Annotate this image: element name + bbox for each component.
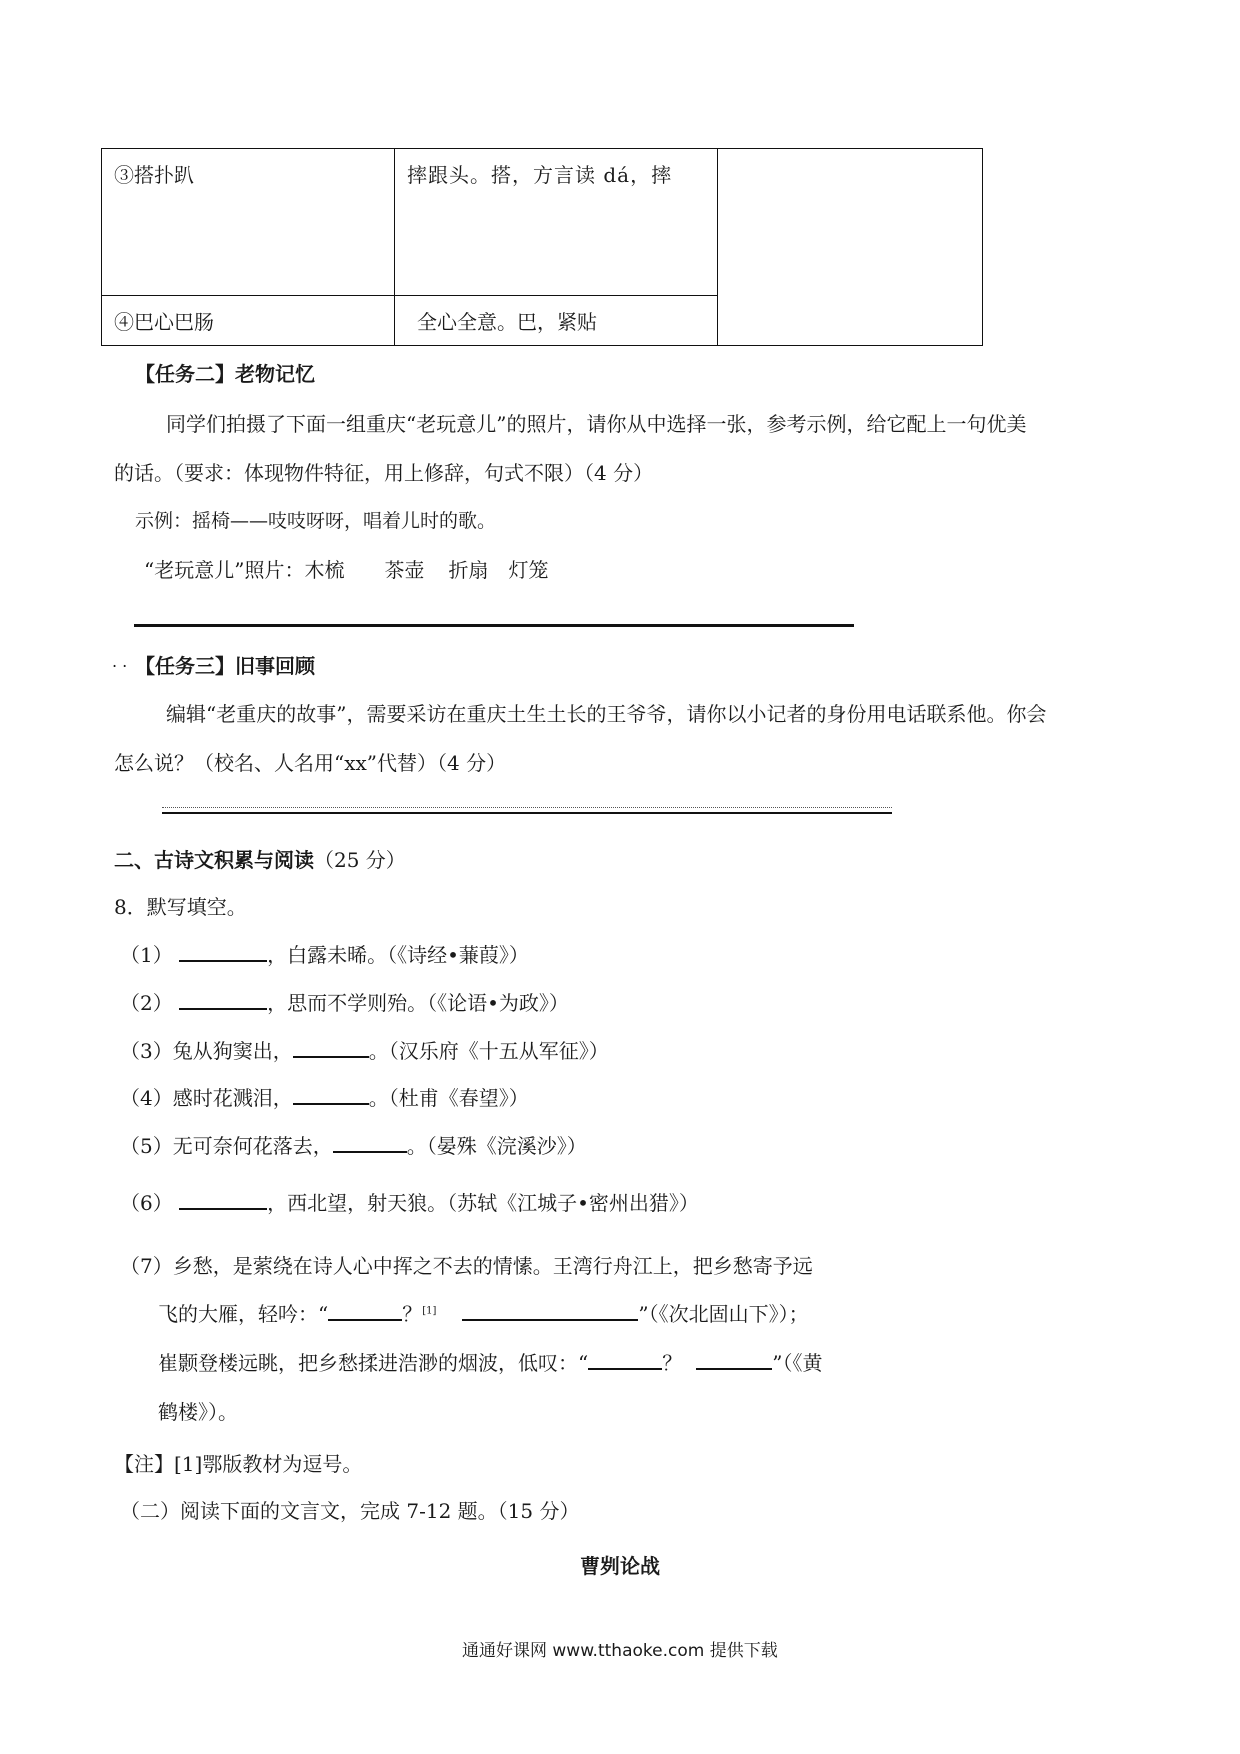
item-text: ，思而不学则殆。（《论语•为政》）	[267, 991, 569, 1015]
blank[interactable]	[179, 942, 267, 962]
task3-prefix: . .	[112, 652, 128, 671]
item-text: 飞的大雁，轻吟：“	[158, 1302, 329, 1326]
section2-heading	[114, 844, 406, 873]
item-number: （5）	[120, 1134, 173, 1158]
footnote: 【注】[1]鄂版教材为逗号。	[114, 1452, 363, 1476]
table-cell-empty	[718, 149, 983, 346]
blank[interactable]	[462, 1301, 638, 1321]
vocab-table	[101, 148, 983, 346]
item-text: ？	[402, 1302, 423, 1326]
photo-item: 折扇	[448, 558, 489, 582]
fill-item-5	[120, 1130, 587, 1159]
item-text: 感时花溅泪，	[172, 1086, 293, 1110]
question-8: 8．默写填空。	[114, 895, 247, 919]
item-text: 兔从狗窦出，	[172, 1039, 293, 1063]
answer-dotted-line	[162, 807, 892, 808]
fill-item-1	[120, 939, 529, 968]
item-text: ，白露未晞。（《诗经•蒹葭》）	[267, 943, 529, 967]
task3-heading: 【任务三】旧事回顾	[135, 654, 315, 678]
photo-item: 灯笼	[508, 558, 549, 582]
task2-photos	[144, 554, 548, 583]
fill-item-7-line2	[158, 1298, 809, 1327]
table-cell-meaning: 摔跟头。搭，方言读 dá，摔	[395, 149, 718, 296]
task2-example: 示例：摇椅——吱吱呀呀，唱着儿时的歌。	[135, 510, 497, 532]
blank[interactable]	[696, 1350, 772, 1370]
item-text: 无可奈何花落去，	[172, 1134, 333, 1158]
fill-item-4	[120, 1082, 529, 1111]
blank[interactable]	[293, 1085, 369, 1105]
fill-item-7-line3	[158, 1347, 822, 1376]
blank[interactable]	[179, 990, 267, 1010]
item-text: ，西北望，射天狼。（苏轼《江城子•密州出猎》）	[267, 1191, 699, 1215]
blank[interactable]	[293, 1038, 369, 1058]
item-number: （2）	[120, 991, 173, 1015]
item-number: （1）	[120, 943, 173, 967]
answer-line	[162, 812, 892, 814]
item-number: （4）	[120, 1086, 173, 1110]
task3-paragraph-line1: 编辑“老重庆的故事”，需要采访在重庆土生土长的王爷爷，请你以小记者的身份用电话联系他。你会	[166, 702, 1047, 726]
item-text: 崔颢登楼远眺，把乡愁揉进浩渺的烟波，低叹：“	[158, 1351, 589, 1375]
table-cell-term: ③搭扑趴	[102, 149, 395, 296]
fill-item-3	[120, 1035, 609, 1064]
fill-item-6	[120, 1187, 699, 1216]
item-text: 。（汉乐府《十五从军征》）	[368, 1039, 609, 1063]
blank[interactable]	[328, 1301, 402, 1321]
fill-item-2	[120, 987, 569, 1016]
item-text: ”（《黄	[772, 1351, 823, 1375]
task2-paragraph-line2: 的话。（要求：体现物件特征，用上修辞，句式不限）（4 分）	[114, 461, 654, 485]
photo-item: 茶壶	[384, 558, 425, 582]
section2-score: （25 分）	[314, 848, 406, 872]
blank[interactable]	[333, 1133, 407, 1153]
item-text: ”（《次北固山下》）；	[638, 1302, 809, 1326]
task2-heading: 【任务二】老物记忆	[135, 362, 315, 386]
fill-item-7	[120, 1250, 813, 1279]
item-number: （3）	[120, 1039, 173, 1063]
item-text: ？	[662, 1351, 683, 1375]
item-text: 。（晏殊《浣溪沙》）	[406, 1134, 587, 1158]
reading-instruction: （二）阅读下面的文言文，完成 7-12 题。（15 分）	[120, 1499, 580, 1523]
page-footer: 通通好课网 www.tthaoke.com 提供下载	[462, 1641, 778, 1661]
fill-item-7-line4: 鹤楼》）。	[158, 1400, 238, 1424]
footnote-marker: [1]	[422, 1305, 437, 1317]
item-text: 乡愁，是萦绕在诗人心中挥之不去的情愫。王湾行舟江上，把乡愁寄予远	[172, 1254, 813, 1278]
item-text: 。（杜甫《春望》）	[368, 1086, 529, 1110]
task2-paragraph-line1: 同学们拍摄了下面一组重庆“老玩意儿”的照片，请你从中选择一张，参考示例，给它配上一句优美	[166, 412, 1027, 436]
photos-label: “老玩意儿”照片：	[144, 558, 305, 582]
item-number: （6）	[120, 1191, 173, 1215]
table-cell-term: ④巴心巴肠	[102, 296, 395, 346]
task3-paragraph-line2: 怎么说？（校名、人名用“xx”代替）（4 分）	[114, 751, 507, 775]
table-cell-meaning: 全心全意。巴，紧贴	[395, 296, 718, 346]
answer-line	[134, 624, 854, 627]
passage-title: 曹刿论战	[580, 1554, 660, 1578]
blank[interactable]	[179, 1190, 267, 1210]
blank[interactable]	[588, 1350, 662, 1370]
photo-item: 木梳	[304, 558, 345, 582]
item-number: （7）	[120, 1254, 173, 1278]
section2-title: 二、古诗文积累与阅读	[114, 848, 314, 872]
